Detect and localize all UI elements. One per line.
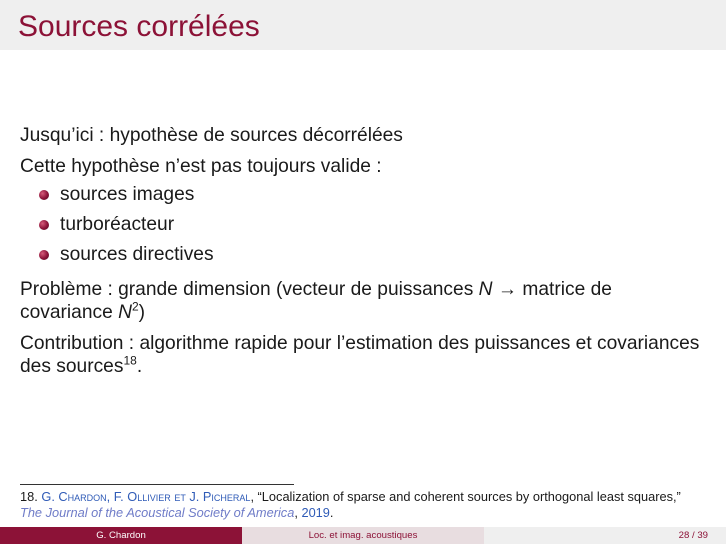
footnote-journal[interactable]: The Journal of the Acoustical Society of America xyxy=(20,505,295,520)
footnote-divider xyxy=(20,484,294,485)
slide-body xyxy=(20,124,700,386)
footnote-authors[interactable]: G. Chardon, F. Ollivier et J. Picheral xyxy=(41,489,251,504)
footer-page xyxy=(484,527,726,544)
p3-text-a: Problème : grande dimension (vecteur de puissances xyxy=(20,279,479,300)
footnote-number: 18. xyxy=(20,489,38,504)
bullet-icon xyxy=(39,220,49,230)
footer-author: G. Chardon xyxy=(0,527,242,544)
bullet-text: sources directives xyxy=(60,244,214,265)
bullet-text: sources images xyxy=(60,184,195,205)
list-item xyxy=(20,240,700,270)
bullet-list xyxy=(20,180,700,270)
slide-title: Sources corrélées xyxy=(18,10,260,43)
footnote-year[interactable]: 2019 xyxy=(301,505,330,520)
p3-arrow: → matrice de covariance xyxy=(20,279,612,323)
paragraph-1: Jusqu’ici : hypothèse de sources décorrélées xyxy=(20,125,403,146)
bullet-icon xyxy=(39,250,49,260)
p4-end: . xyxy=(136,356,143,377)
paragraph-2: Cette hypothèse n’est pas toujours valide : xyxy=(20,156,382,177)
list-item xyxy=(20,180,700,210)
page-number: 28 / 39 xyxy=(678,530,708,541)
footnote-sep: , xyxy=(294,505,302,520)
footnote xyxy=(20,489,700,521)
p4-text: Contribution : algorithme rapide pour l’estimation des puissances et covariances des sources xyxy=(20,333,700,377)
footer-title: Loc. et imag. acoustiques xyxy=(242,527,484,544)
p3-end: ) xyxy=(138,302,146,323)
paragraph-3 xyxy=(20,278,700,324)
footnote-title: , “Localization of sparse and coherent sources by orthogonal least squares,” xyxy=(250,489,681,504)
list-item xyxy=(20,210,700,240)
footnote-end: . xyxy=(329,505,334,520)
paragraph-4 xyxy=(20,332,700,378)
footnote-ref[interactable]: 18 xyxy=(123,353,137,368)
p3-N2: N xyxy=(118,302,132,323)
footer-bar xyxy=(0,527,726,544)
title-bar xyxy=(0,0,726,50)
p3-N: N xyxy=(478,279,493,300)
p3-sup: 2 xyxy=(131,299,139,314)
bullet-text: turboréacteur xyxy=(60,214,175,235)
bullet-icon xyxy=(39,190,49,200)
